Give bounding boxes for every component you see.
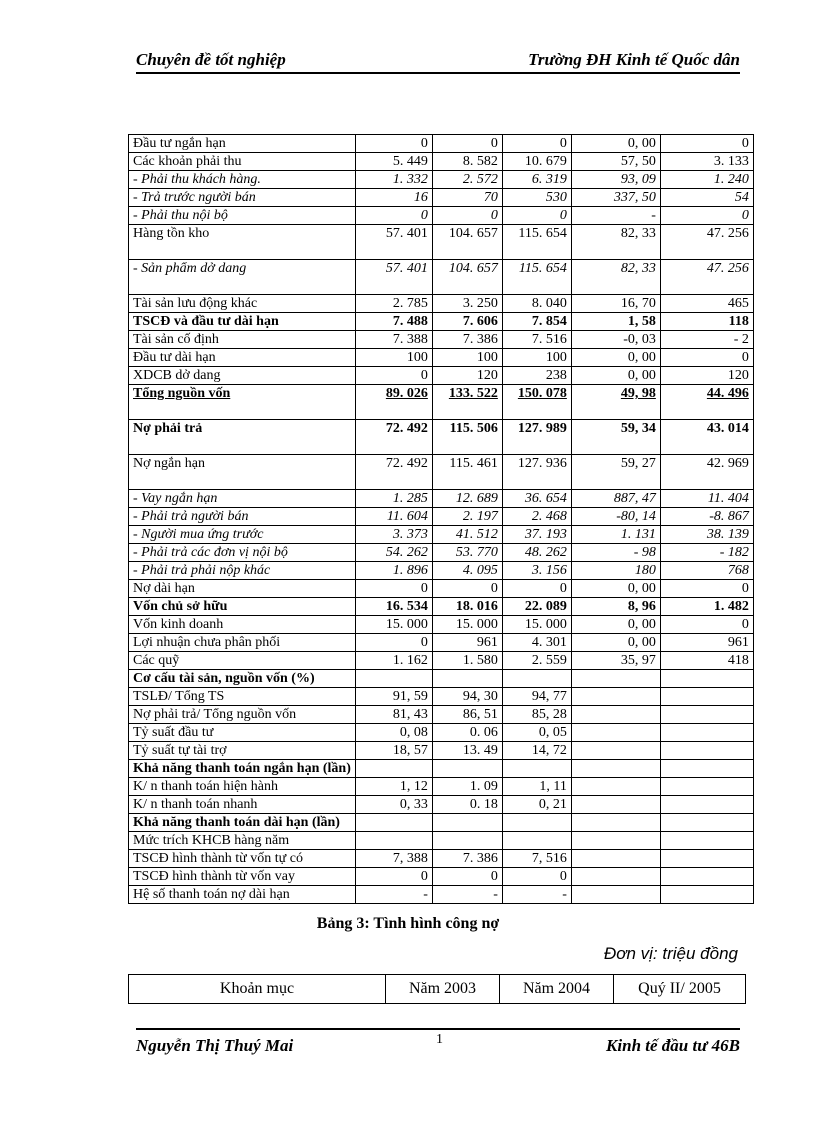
value-cell [660, 778, 753, 796]
row-label: - Phải trả phải nộp khác [129, 562, 356, 580]
value-cell: 82, 33 [571, 260, 660, 295]
table-row [129, 724, 754, 742]
value-cell: 16 [355, 189, 432, 207]
value-cell: 2. 559 [502, 652, 571, 670]
value-cell: 0 [355, 868, 432, 886]
row-label: - Trả trước người bán [129, 189, 356, 207]
value-cell: 0 [660, 207, 753, 225]
table-row [129, 508, 754, 526]
value-cell: 81, 43 [355, 706, 432, 724]
value-cell: 0, 33 [355, 796, 432, 814]
table-row [129, 313, 754, 331]
table-row [129, 385, 754, 420]
value-cell [571, 778, 660, 796]
row-label: - Người mua ứng trước [129, 526, 356, 544]
value-cell: 127. 989 [502, 420, 571, 455]
value-cell: 120 [660, 367, 753, 385]
value-cell: 4. 301 [502, 634, 571, 652]
value-cell: 85, 28 [502, 706, 571, 724]
value-cell [571, 688, 660, 706]
value-cell: 150. 078 [502, 385, 571, 420]
footer-author: Nguyễn Thị Thuý Mai [136, 1036, 294, 1055]
value-cell: 0 [355, 634, 432, 652]
row-label: TSCĐ và đầu tư dài hạn [129, 313, 356, 331]
row-label: XDCB dở dang [129, 367, 356, 385]
value-cell: 100 [432, 349, 502, 367]
value-cell [660, 742, 753, 760]
table-row [129, 207, 754, 225]
value-cell: 7. 516 [502, 331, 571, 349]
table-row [129, 171, 754, 189]
value-cell: 0. 06 [432, 724, 502, 742]
value-cell: 89. 026 [355, 385, 432, 420]
value-cell: 94, 30 [432, 688, 502, 706]
value-cell [571, 670, 660, 688]
value-cell: - [502, 886, 571, 904]
value-cell: 961 [660, 634, 753, 652]
value-cell: 1. 482 [660, 598, 753, 616]
row-label: Đầu tư ngắn hạn [129, 135, 356, 153]
value-cell [355, 832, 432, 850]
value-cell [571, 850, 660, 868]
table-row [129, 260, 754, 295]
value-cell: 7. 388 [355, 331, 432, 349]
value-cell: 1, 58 [571, 313, 660, 331]
row-label: Vốn chủ sở hữu [129, 598, 356, 616]
row-label: Tài sản lưu động khác [129, 295, 356, 313]
header-right: Trường ĐH Kinh tế Quốc dân [528, 50, 740, 69]
table-row [129, 598, 754, 616]
value-cell: 0, 21 [502, 796, 571, 814]
table-row [129, 850, 754, 868]
table-header-row [129, 975, 746, 1004]
value-cell: 91, 59 [355, 688, 432, 706]
value-cell: 14, 72 [502, 742, 571, 760]
row-label: Nợ dài hạn [129, 580, 356, 598]
value-cell [660, 832, 753, 850]
value-cell: 0 [660, 135, 753, 153]
table-row [129, 760, 754, 778]
value-cell [502, 832, 571, 850]
value-cell: 0 [432, 207, 502, 225]
value-cell: 54 [660, 189, 753, 207]
table-row [129, 616, 754, 634]
value-cell: 54. 262 [355, 544, 432, 562]
value-cell: 59, 34 [571, 420, 660, 455]
row-label: Các quỹ [129, 652, 356, 670]
value-cell: 15. 000 [432, 616, 502, 634]
value-cell [502, 814, 571, 832]
value-cell [502, 760, 571, 778]
value-cell: - 182 [660, 544, 753, 562]
value-cell: 86, 51 [432, 706, 502, 724]
value-cell: 961 [432, 634, 502, 652]
value-cell: 0, 00 [571, 367, 660, 385]
value-cell: 100 [355, 349, 432, 367]
header-cell: Năm 2003 [386, 975, 500, 1004]
value-cell: 887, 47 [571, 490, 660, 508]
value-cell: 0, 08 [355, 724, 432, 742]
value-cell: 3. 156 [502, 562, 571, 580]
table-caption: Bảng 3: Tình hình công nợ [316, 915, 500, 932]
value-cell: 3. 373 [355, 526, 432, 544]
value-cell: 38. 139 [660, 526, 753, 544]
value-cell: -80, 14 [571, 508, 660, 526]
value-cell: 0 [660, 616, 753, 634]
table-row [129, 153, 754, 171]
value-cell: 0 [502, 868, 571, 886]
value-cell: 7. 386 [432, 850, 502, 868]
value-cell: 1. 240 [660, 171, 753, 189]
value-cell [571, 868, 660, 886]
value-cell: 0 [660, 580, 753, 598]
value-cell: 3. 250 [432, 295, 502, 313]
value-cell: 1. 332 [355, 171, 432, 189]
value-cell: 16, 70 [571, 295, 660, 313]
value-cell: 8, 96 [571, 598, 660, 616]
value-cell: 36. 654 [502, 490, 571, 508]
value-cell: 0 [432, 868, 502, 886]
value-cell: 100 [502, 349, 571, 367]
value-cell: - 2 [660, 331, 753, 349]
value-cell: 57. 401 [355, 260, 432, 295]
value-cell: 18, 57 [355, 742, 432, 760]
row-label: TSCĐ hình thành từ vốn vay [129, 868, 356, 886]
value-cell: 5. 449 [355, 153, 432, 171]
value-cell: 115. 461 [432, 455, 502, 490]
value-cell: 11. 404 [660, 490, 753, 508]
value-cell [571, 832, 660, 850]
value-cell: 337, 50 [571, 189, 660, 207]
value-cell: - [355, 886, 432, 904]
table-row [129, 367, 754, 385]
value-cell: 57. 401 [355, 225, 432, 260]
table-row [129, 349, 754, 367]
value-cell: 22. 089 [502, 598, 571, 616]
value-cell: 1, 12 [355, 778, 432, 796]
financial-table [128, 134, 754, 904]
value-cell: 238 [502, 367, 571, 385]
table-row [129, 832, 754, 850]
value-cell: 0, 05 [502, 724, 571, 742]
value-cell [571, 796, 660, 814]
value-cell: 1. 162 [355, 652, 432, 670]
row-label: Nợ ngắn hạn [129, 455, 356, 490]
value-cell: 0, 00 [571, 135, 660, 153]
value-cell: 2. 572 [432, 171, 502, 189]
value-cell: 115. 654 [502, 225, 571, 260]
value-cell: 104. 657 [432, 260, 502, 295]
value-cell: 15. 000 [502, 616, 571, 634]
page-header [136, 50, 740, 74]
value-cell [571, 742, 660, 760]
value-cell: 93, 09 [571, 171, 660, 189]
row-label: - Vay ngắn hạn [129, 490, 356, 508]
value-cell: 35, 97 [571, 652, 660, 670]
row-label: Nợ phải trả [129, 420, 356, 455]
table-row [129, 868, 754, 886]
value-cell [571, 706, 660, 724]
value-cell: 7. 854 [502, 313, 571, 331]
value-cell: -0, 03 [571, 331, 660, 349]
value-cell: 180 [571, 562, 660, 580]
value-cell: 2. 197 [432, 508, 502, 526]
value-cell: 42. 969 [660, 455, 753, 490]
value-cell [355, 814, 432, 832]
value-cell: 16. 534 [355, 598, 432, 616]
row-label: Tổng nguồn vốn [129, 385, 356, 420]
row-label: - Phải thu khách hàng. [129, 171, 356, 189]
row-label: Tỷ suất đầu tư [129, 724, 356, 742]
row-label: TSLĐ/ Tổng TS [129, 688, 356, 706]
value-cell [502, 670, 571, 688]
row-label: Cơ cấu tài sản, nguồn vốn (%) [129, 670, 356, 688]
value-cell: 0 [355, 367, 432, 385]
table-row [129, 796, 754, 814]
value-cell: - [571, 207, 660, 225]
row-label: Vốn kinh doanh [129, 616, 356, 634]
page-footer [136, 1028, 740, 1070]
value-cell: 18. 016 [432, 598, 502, 616]
value-cell: 44. 496 [660, 385, 753, 420]
value-cell: 70 [432, 189, 502, 207]
value-cell: -8. 867 [660, 508, 753, 526]
table-row [129, 652, 754, 670]
footer-class: Kinh tế đầu tư 46B [606, 1036, 740, 1055]
value-cell: 47. 256 [660, 260, 753, 295]
value-cell: 8. 040 [502, 295, 571, 313]
value-cell [660, 670, 753, 688]
value-cell: 115. 654 [502, 260, 571, 295]
value-cell: 133. 522 [432, 385, 502, 420]
row-label: K/ n thanh toán hiện hành [129, 778, 356, 796]
value-cell [660, 796, 753, 814]
table-row [129, 706, 754, 724]
value-cell [660, 760, 753, 778]
page-number: 1 [436, 1032, 443, 1047]
value-cell: 47. 256 [660, 225, 753, 260]
value-cell: 2. 785 [355, 295, 432, 313]
value-cell [660, 814, 753, 832]
value-cell: - 98 [571, 544, 660, 562]
table-row [129, 544, 754, 562]
table-row [129, 526, 754, 544]
value-cell: 0 [355, 207, 432, 225]
value-cell [660, 850, 753, 868]
row-label: - Phải trả các đơn vị nội bộ [129, 544, 356, 562]
value-cell: 1. 09 [432, 778, 502, 796]
value-cell: 115. 506 [432, 420, 502, 455]
row-label: Khả năng thanh toán dài hạn (lần) [129, 814, 356, 832]
value-cell: 7. 488 [355, 313, 432, 331]
value-cell [355, 670, 432, 688]
row-label: Các khoản phải thu [129, 153, 356, 171]
value-cell [660, 724, 753, 742]
value-cell: 2. 468 [502, 508, 571, 526]
value-cell [432, 760, 502, 778]
debt-table-header [128, 974, 746, 1004]
value-cell: 0 [432, 580, 502, 598]
value-cell [571, 724, 660, 742]
value-cell: 530 [502, 189, 571, 207]
value-cell: 49, 98 [571, 385, 660, 420]
value-cell: 7, 516 [502, 850, 571, 868]
value-cell: 0 [502, 135, 571, 153]
table-row [129, 580, 754, 598]
value-cell: 7, 388 [355, 850, 432, 868]
value-cell: 120 [432, 367, 502, 385]
table-row [129, 778, 754, 796]
row-label: Đầu tư dài hạn [129, 349, 356, 367]
value-cell: 72. 492 [355, 455, 432, 490]
row-label: Tỷ suất tự tài trợ [129, 742, 356, 760]
table-row [129, 634, 754, 652]
value-cell [355, 760, 432, 778]
header-cell: Khoản mục [129, 975, 386, 1004]
table-row [129, 295, 754, 313]
value-cell: 43. 014 [660, 420, 753, 455]
value-cell: 37. 193 [502, 526, 571, 544]
value-cell: - [432, 886, 502, 904]
table-row [129, 688, 754, 706]
value-cell: 15. 000 [355, 616, 432, 634]
value-cell [432, 832, 502, 850]
value-cell: 1. 896 [355, 562, 432, 580]
row-label: Lợi nhuận chưa phân phối [129, 634, 356, 652]
value-cell [571, 760, 660, 778]
value-cell: 0, 00 [571, 616, 660, 634]
row-label: - Sản phẩm dở dang [129, 260, 356, 295]
value-cell: 53. 770 [432, 544, 502, 562]
value-cell: 72. 492 [355, 420, 432, 455]
header-cell: Quý II/ 2005 [614, 975, 746, 1004]
value-cell: 0 [502, 207, 571, 225]
value-cell: 8. 582 [432, 153, 502, 171]
value-cell: 0, 00 [571, 634, 660, 652]
table-row [129, 135, 754, 153]
value-cell: 465 [660, 295, 753, 313]
table-row [129, 886, 754, 904]
value-cell: 12. 689 [432, 490, 502, 508]
value-cell: 13. 49 [432, 742, 502, 760]
table-row [129, 189, 754, 207]
value-cell: 10. 679 [502, 153, 571, 171]
value-cell [660, 886, 753, 904]
table-row [129, 562, 754, 580]
value-cell: 418 [660, 652, 753, 670]
value-cell: 118 [660, 313, 753, 331]
value-cell: 7. 606 [432, 313, 502, 331]
row-label: - Phải trả người bán [129, 508, 356, 526]
value-cell [660, 688, 753, 706]
value-cell: 0, 00 [571, 580, 660, 598]
value-cell: 0. 18 [432, 796, 502, 814]
row-label: TSCĐ hình thành từ vốn tự có [129, 850, 356, 868]
value-cell: 48. 262 [502, 544, 571, 562]
value-cell: 1. 131 [571, 526, 660, 544]
value-cell: 57, 50 [571, 153, 660, 171]
row-label: Tài sản cố định [129, 331, 356, 349]
value-cell: 94, 77 [502, 688, 571, 706]
value-cell: 7. 386 [432, 331, 502, 349]
value-cell: 1, 11 [502, 778, 571, 796]
value-cell: 6. 319 [502, 171, 571, 189]
value-cell: 3. 133 [660, 153, 753, 171]
value-cell: 41. 512 [432, 526, 502, 544]
value-cell: 11. 604 [355, 508, 432, 526]
value-cell [660, 706, 753, 724]
value-cell [432, 670, 502, 688]
value-cell: 0 [660, 349, 753, 367]
value-cell: 768 [660, 562, 753, 580]
value-cell: 104. 657 [432, 225, 502, 260]
table-row [129, 420, 754, 455]
value-cell: 1. 285 [355, 490, 432, 508]
table-row [129, 670, 754, 688]
table-row [129, 814, 754, 832]
value-cell [571, 814, 660, 832]
value-cell: 0 [502, 580, 571, 598]
value-cell: 59, 27 [571, 455, 660, 490]
row-label: K/ n thanh toán nhanh [129, 796, 356, 814]
table-row [129, 455, 754, 490]
row-label: Hàng tồn kho [129, 225, 356, 260]
table-row [129, 742, 754, 760]
row-label: Khả năng thanh toán ngắn hạn (lần) [129, 760, 356, 778]
row-label: Hệ số thanh toán nợ dài hạn [129, 886, 356, 904]
value-cell [571, 886, 660, 904]
value-cell: 4. 095 [432, 562, 502, 580]
value-cell: 0 [355, 580, 432, 598]
value-cell: 82, 33 [571, 225, 660, 260]
table-row [129, 225, 754, 260]
value-cell: 0 [432, 135, 502, 153]
table-row [129, 331, 754, 349]
row-label: - Phải thu nội bộ [129, 207, 356, 225]
header-left: Chuyên đề tốt nghiệp [136, 50, 286, 69]
value-cell: 0 [355, 135, 432, 153]
table-row [129, 490, 754, 508]
unit-label: Đơn vị: triệu đồng [603, 944, 738, 963]
value-cell: 127. 936 [502, 455, 571, 490]
row-label: Mức trích KHCB hàng năm [129, 832, 356, 850]
value-cell [432, 814, 502, 832]
value-cell [660, 868, 753, 886]
row-label: Nợ phải trả/ Tổng nguồn vốn [129, 706, 356, 724]
header-cell: Năm 2004 [500, 975, 614, 1004]
value-cell: 0, 00 [571, 349, 660, 367]
value-cell: 1. 580 [432, 652, 502, 670]
